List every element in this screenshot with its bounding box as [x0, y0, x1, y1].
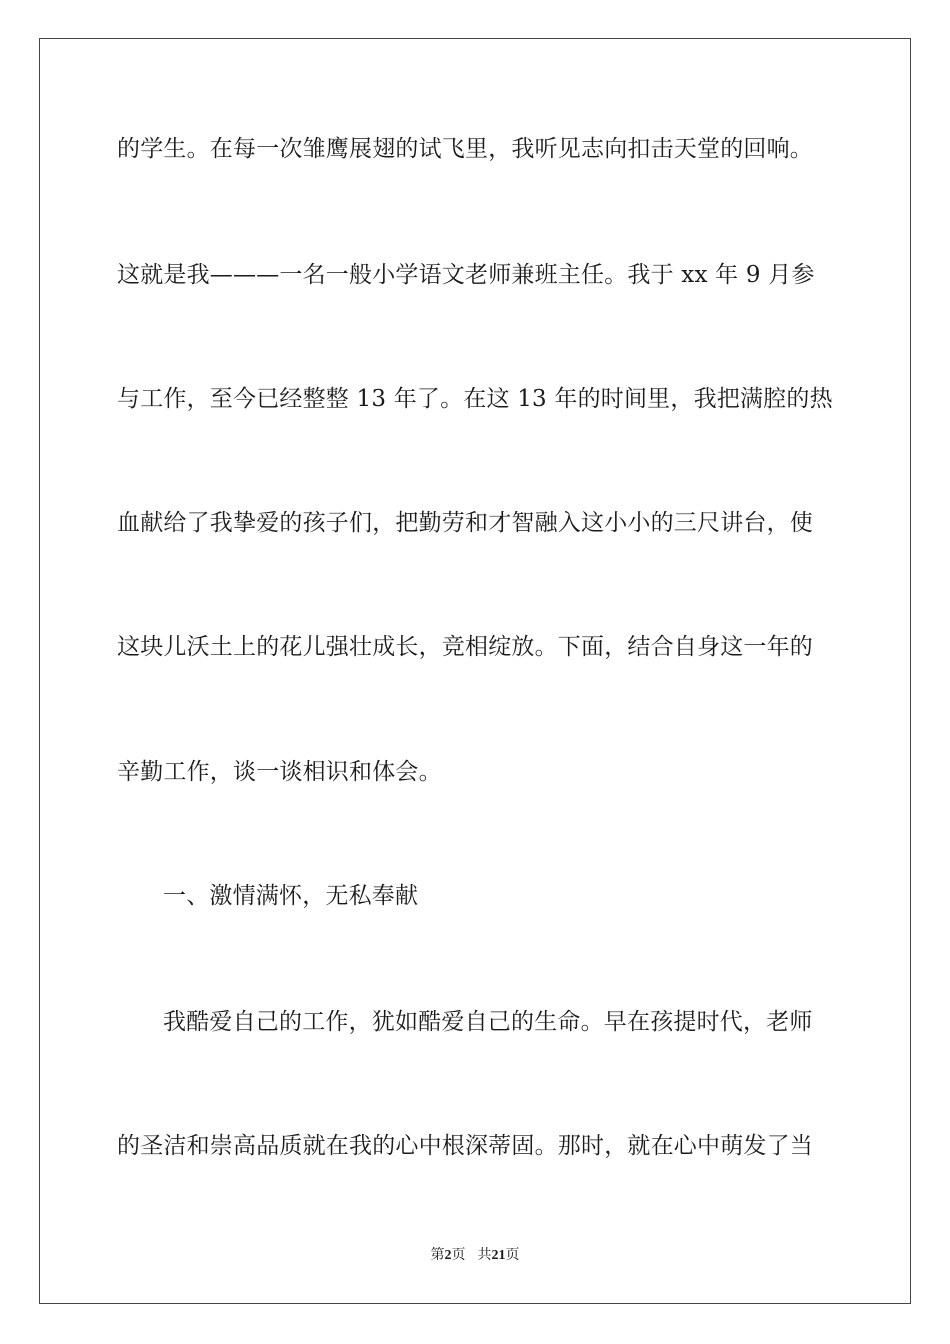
- page-suffix: 页: [451, 1248, 466, 1263]
- body-text-line: 与工作，至今已经整整 13 年了。在这 13 年的时间里，我把满腔的热: [117, 386, 833, 412]
- page-prefix: 第: [430, 1248, 445, 1263]
- total-suffix: 页: [505, 1248, 520, 1263]
- body-text-line: 这块儿沃土上的花儿强壮成长，竞相绽放。下面，结合自身这一年的: [117, 634, 813, 660]
- body-text-line: 的学生。在每一次雏鹰展翅的试飞里，我听见志向扣击天堂的回响。: [117, 136, 813, 162]
- body-text-line: 这就是我———一名一般小学语文老师兼班主任。我于 xx 年 9 月参: [117, 262, 815, 288]
- body-text-line: 的圣洁和崇高品质就在我的心中根深蒂固。那时，就在心中萌发了当: [117, 1133, 813, 1159]
- paragraph-first-line: 我酷爱自己的工作，犹如酷爱自己的生命。早在孩提时代，老师: [163, 1009, 813, 1035]
- total-prefix: 共: [477, 1248, 492, 1263]
- section-heading: 一、激情满怀，无私奉献: [163, 883, 419, 909]
- page-footer: [0, 1246, 950, 1266]
- body-text-line: 辛勤工作，谈一谈相识和体会。: [117, 759, 442, 785]
- page-border: [39, 38, 911, 1304]
- page-number: 2: [444, 1248, 452, 1263]
- body-text-line: 血献给了我挚爱的孩子们，把勤劳和才智融入这小小的三尺讲台，使: [117, 510, 813, 536]
- total-pages: 21: [491, 1248, 506, 1263]
